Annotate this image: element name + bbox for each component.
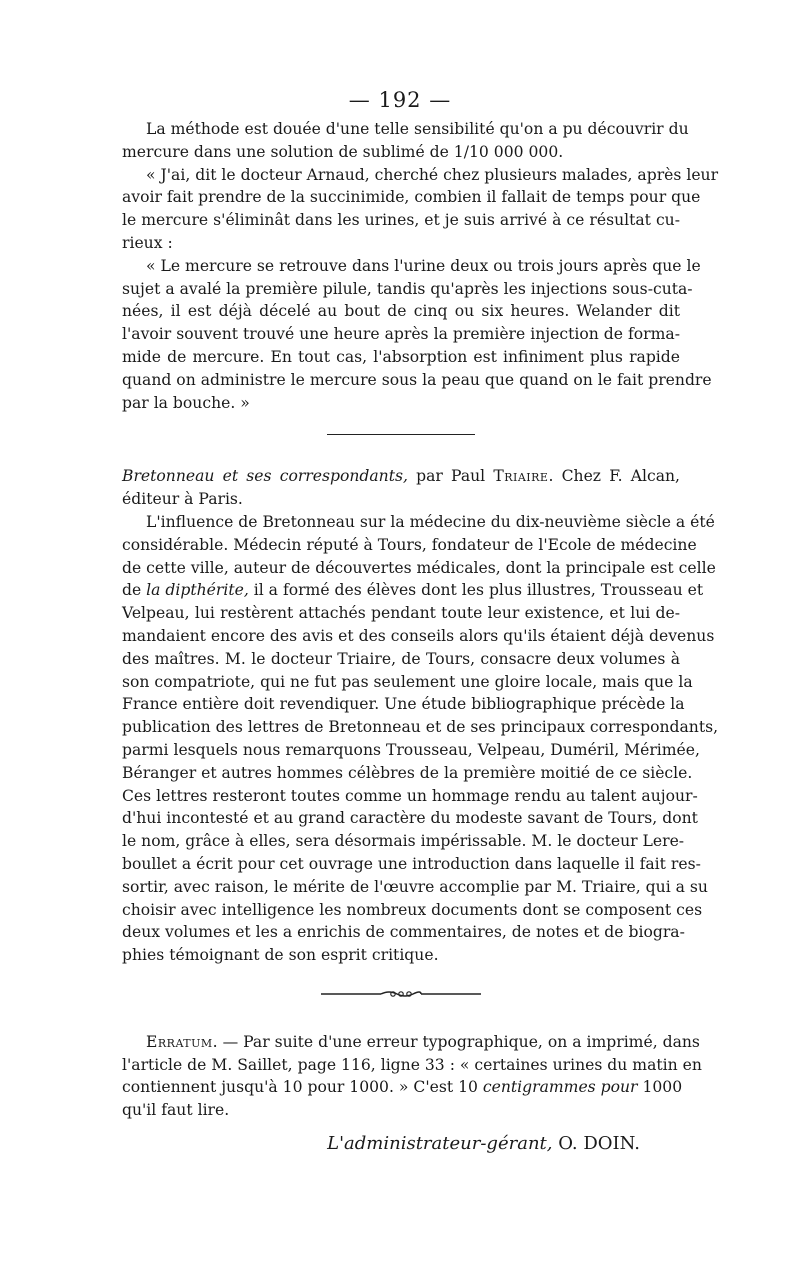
text-line: le mercure s'éliminât dans les urines, et je suis arrivé à ce résultat cu- [122,211,680,230]
text-line: le nom, grâce à elles, sera désormais impérissable. M. le docteur Lere- [122,832,685,851]
text-line: mide de mercure. En tout cas, l'absorption est infiniment plus rapide [122,347,680,366]
text-line: l'avoir souvent trouvé une heure après la première injection de forma- [122,325,680,344]
text-line: « Le mercure se retrouve dans l'urine deux ou trois jours après que le [146,256,701,275]
text-line: quand on administre le mercure sous la peau que quand on le fait prendre [122,370,712,389]
text-line: deux volumes et les a enrichis de commentaires, de notes et de biogra- [122,923,685,942]
book-title: Bretonneau et ses correspondants, [122,467,408,486]
page-number: — 192 — [348,88,452,112]
text-line: éditeur à Paris. [122,490,243,509]
text-line: sujet a avalé la première pilule, tandis qu'après les injections sous-cuta- [122,279,693,298]
text-line: parmi lesquels nous remarquons Trousseau, Velpeau, Duméril, Mérimée, [122,740,700,759]
text-line: phies témoignant de son esprit critique. [122,946,439,965]
ornament-divider-icon [321,987,481,1001]
erratum-label: Erratum [146,1032,213,1051]
text-line: par la bouche. » [122,393,250,412]
text-line: « J'ai, dit le docteur Arnaud, cherché chez plusieurs malades, après leur [146,165,719,184]
review-title-line: Bretonneau et ses correspondants, par Paul Triaire. Chez F. Alcan, [122,467,680,486]
text-line: boullet a écrit pour cet ouvrage une introduction dans laquelle il fait res- [122,854,701,873]
text-line: publication des lettres de Bretonneau et de ses principaux correspondants, [122,718,719,737]
text-line: contiennent jusqu'à 10 pour 1000. » C'est 10 centigrammes pour 1000 [122,1078,683,1097]
body-text [122,118,719,1158]
text-line: de la dipthérite, il a formé des élèves dont les plus illustres, Trousseau et [122,581,704,600]
text-line: qu'il faut lire. [122,1101,230,1120]
text-line: nées, il est déjà décelé au bout de cinq ou six heures. Welander dit [122,302,680,321]
text-line: considérable. Médecin réputé à Tours, fondateur de l'Ecole de médecine [122,535,697,554]
text-line: L'influence de Bretonneau sur la médecine du dix-neuvième siècle a été [146,512,715,531]
book-author: Triaire [493,467,549,486]
text-line: avoir fait prendre de la succinimide, combien il fallait de temps pour que [122,188,701,207]
paragraph-quote-arnaud [122,164,719,255]
text-line: rieux : [122,233,173,252]
text-line: son compatriote, qui ne fut pas seulement une gloire locale, mais que la [122,672,693,691]
text-line: mercure dans une solution de sublimé de 1/10 000 000. [122,142,564,161]
signature [122,1130,680,1158]
text-line: Erratum. — Par suite d'une erreur typographique, on a imprimé, dans [146,1032,700,1051]
erratum-notice [122,1031,702,1122]
text-line: Ces lettres resteront toutes comme un hommage rendu au talent aujour- [122,786,698,805]
text-line: des maîtres. M. le docteur Triaire, de Tours, consacre deux volumes à [122,649,680,668]
text-line: sortir, avec raison, le mérite de l'œuvre accomplie par M. Triaire, qui a su [122,877,708,896]
text-line: l'article de M. Saillet, page 116, ligne 33 : « certaines urines du matin en [122,1055,702,1074]
paragraph-sensitivity [122,118,689,164]
text-line: choisir avec intelligence les nombreux documents dont se composent ces [122,900,703,919]
signature-name: O. DOIN. [552,1133,640,1155]
text-line: d'hui incontesté et au grand caractère du modeste savant de Tours, dont [122,809,698,828]
paragraph-quote-mercury [122,255,712,415]
text-line: mandaient encore des avis et des conseils alors qu'ils étaient déjà devenus [122,626,715,645]
text-line: France entière doit revendiquer. Une étude bibliographique précède la [122,695,685,714]
review-heading [122,465,680,511]
text-line: Velpeau, lui restèrent attachés pendant toute leur existence, et lui de- [122,604,680,623]
paragraph-review [122,511,719,967]
signature-role: L'administrateur-gérant, [327,1133,553,1155]
text-line: de cette ville, auteur de découvertes médicales, dont la principale est celle [122,558,716,577]
text-line: Béranger et autres hommes célèbres de la première moitié de ce siècle. [122,763,693,782]
text-line: La méthode est douée d'une telle sensibilité qu'on a pu découvrir du [146,120,689,138]
